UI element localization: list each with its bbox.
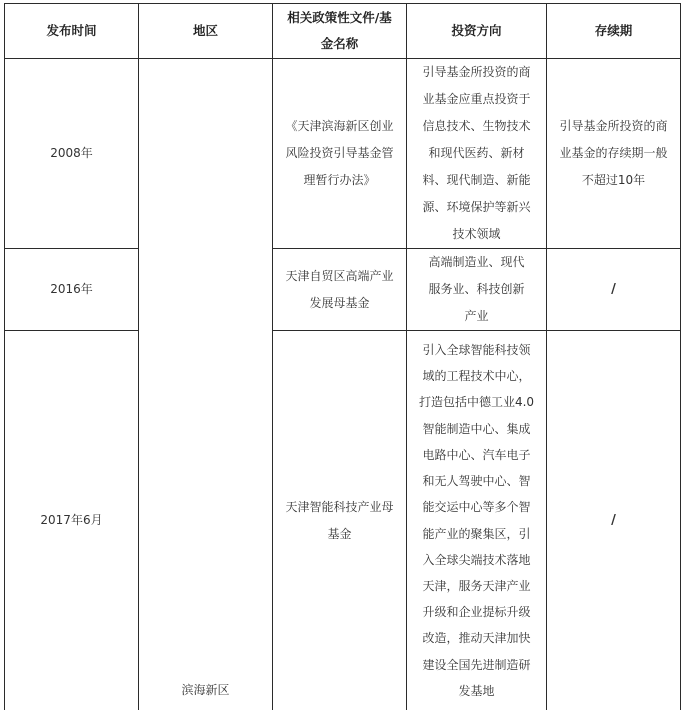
cell-document bbox=[273, 249, 407, 331]
header-policy-document-label: 相关政策性文件/基金名称 bbox=[287, 10, 392, 51]
cell-date: 2008年 bbox=[5, 59, 139, 249]
table-header-row bbox=[5, 4, 681, 59]
header-investment-direction: 投资方向 bbox=[407, 4, 547, 59]
header-release-date: 发布时间 bbox=[5, 4, 139, 59]
policy-fund-table bbox=[4, 3, 681, 710]
direction-text: 引导基金所投资的商业基金应重点投资于信息技术、生物技术和现代医药、新材料、现代制造、新能源、环境保护等新兴技术领域 bbox=[422, 65, 531, 241]
cell-document bbox=[273, 331, 407, 710]
header-duration: 存续期 bbox=[547, 4, 681, 59]
cell-date: 2016年 bbox=[5, 249, 139, 331]
document-text: 《天津滨海新区创业风险投资引导基金管理暂行办法》 bbox=[285, 119, 394, 187]
table-row bbox=[5, 59, 681, 249]
header-region: 地区 bbox=[139, 4, 273, 59]
cell-direction bbox=[407, 59, 547, 249]
cell-date: 2017年6月 bbox=[5, 331, 139, 710]
table-row bbox=[5, 331, 681, 710]
table-row bbox=[5, 249, 681, 331]
cell-direction bbox=[407, 331, 547, 710]
direction-text: 引入全球智能科技领域的工程技术中心，打造包括中德工业4.0智能制造中心、集成电路中心、汽车电子和无人驾驶中心、智能交运中心等多个智能产业的聚集区，引入全球尖端技术落地天津，服务天津产业升级和企业提标升级改造，推动天津加快建设全国先进制造研发基地 bbox=[418, 343, 535, 698]
document-text: 天津自贸区高端产业发展母基金 bbox=[285, 268, 394, 310]
cell-document bbox=[273, 59, 407, 249]
document-text: 天津智能科技产业母基金 bbox=[285, 499, 394, 541]
cell-region: 滨海新区 bbox=[139, 59, 273, 710]
cell-duration: / bbox=[547, 249, 681, 331]
header-policy-document bbox=[273, 4, 407, 59]
duration-text: 引导基金所投资的商业基金的存续期一般不超过10年 bbox=[559, 119, 668, 187]
direction-text: 高端制造业、现代服务业、科技创新产业 bbox=[428, 255, 525, 323]
cell-duration: / bbox=[547, 331, 681, 710]
cell-direction bbox=[407, 249, 547, 331]
cell-duration bbox=[547, 59, 681, 249]
